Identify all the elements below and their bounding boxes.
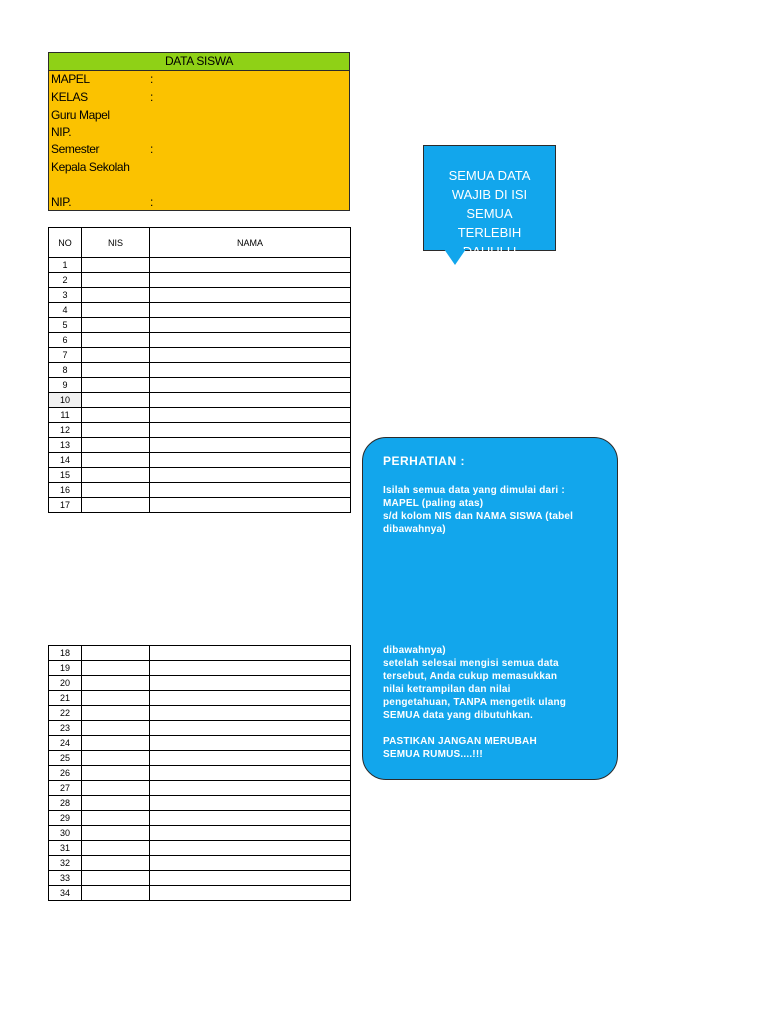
row-number: 5 xyxy=(49,318,82,333)
row-number: 31 xyxy=(49,841,82,856)
table-row xyxy=(49,258,351,273)
nama-cell[interactable] xyxy=(150,363,351,378)
row-number: 26 xyxy=(49,766,82,781)
table-row xyxy=(49,751,351,766)
table-row xyxy=(49,781,351,796)
nis-cell[interactable] xyxy=(82,468,150,483)
row-number: 12 xyxy=(49,423,82,438)
row-number: 1 xyxy=(49,258,82,273)
row-number: 23 xyxy=(49,721,82,736)
nis-cell[interactable] xyxy=(82,483,150,498)
nama-cell[interactable] xyxy=(150,826,351,841)
warning-line: tersebut, Anda cukup memasukkan xyxy=(383,671,558,682)
nis-cell[interactable] xyxy=(82,318,150,333)
nama-cell[interactable] xyxy=(150,393,351,408)
nis-cell[interactable] xyxy=(82,721,150,736)
nis-cell[interactable] xyxy=(82,766,150,781)
header-nama: NAMA xyxy=(150,228,351,258)
nama-cell[interactable] xyxy=(150,303,351,318)
warning-line: PASTIKAN JANGAN MERUBAH xyxy=(383,736,537,747)
warning-line: Isilah semua data yang dimulai dari : xyxy=(383,485,565,496)
warning-line: dibawahnya) xyxy=(383,645,446,656)
info-colon-mapel: : xyxy=(150,72,154,86)
nama-cell[interactable] xyxy=(150,661,351,676)
table-row xyxy=(49,498,351,513)
nama-cell[interactable] xyxy=(150,856,351,871)
nis-cell[interactable] xyxy=(82,841,150,856)
row-number: 25 xyxy=(49,751,82,766)
table-row xyxy=(49,811,351,826)
nama-cell[interactable] xyxy=(150,288,351,303)
row-number: 28 xyxy=(49,796,82,811)
nama-cell[interactable] xyxy=(150,468,351,483)
nis-cell[interactable] xyxy=(82,706,150,721)
row-number: 18 xyxy=(49,646,82,661)
table-row xyxy=(49,736,351,751)
row-number: 15 xyxy=(49,468,82,483)
table-row xyxy=(49,676,351,691)
row-number: 33 xyxy=(49,871,82,886)
row-number: 24 xyxy=(49,736,82,751)
data-siswa-panel xyxy=(48,52,350,211)
table-row xyxy=(49,378,351,393)
nis-cell[interactable] xyxy=(82,646,150,661)
table-row xyxy=(49,408,351,423)
nis-cell[interactable] xyxy=(82,408,150,423)
row-number: 29 xyxy=(49,811,82,826)
table-row xyxy=(49,288,351,303)
nis-cell[interactable] xyxy=(82,378,150,393)
nama-cell[interactable] xyxy=(150,318,351,333)
nama-cell[interactable] xyxy=(150,766,351,781)
data-siswa-title: DATA SISWA xyxy=(49,53,349,71)
nis-cell[interactable] xyxy=(82,691,150,706)
table-row xyxy=(49,483,351,498)
nis-cell[interactable] xyxy=(82,303,150,318)
nama-cell[interactable] xyxy=(150,438,351,453)
nama-cell[interactable] xyxy=(150,258,351,273)
nis-cell[interactable] xyxy=(82,258,150,273)
row-number: 16 xyxy=(49,483,82,498)
info-colon-kelas: : xyxy=(150,90,154,104)
row-number: 3 xyxy=(49,288,82,303)
nama-cell[interactable] xyxy=(150,498,351,513)
table-row xyxy=(49,841,351,856)
info-label-semester: Semester xyxy=(51,142,100,156)
table-row xyxy=(49,363,351,378)
nama-cell[interactable] xyxy=(150,871,351,886)
warning-line: SEMUA RUMUS....!!! xyxy=(383,749,483,760)
nama-cell[interactable] xyxy=(150,408,351,423)
table-row xyxy=(49,706,351,721)
nis-cell[interactable] xyxy=(82,856,150,871)
warning-body xyxy=(383,484,603,536)
nama-cell[interactable] xyxy=(150,453,351,468)
table-row xyxy=(49,348,351,363)
nama-cell[interactable] xyxy=(150,423,351,438)
nama-cell[interactable] xyxy=(150,841,351,856)
nis-cell[interactable] xyxy=(82,453,150,468)
nis-cell[interactable] xyxy=(82,886,150,901)
nama-cell[interactable] xyxy=(150,483,351,498)
nis-cell[interactable] xyxy=(82,871,150,886)
info-label-guru-mapel: Guru Mapel xyxy=(51,108,110,122)
row-number: 6 xyxy=(49,333,82,348)
row-number: 11 xyxy=(49,408,82,423)
row-number: 20 xyxy=(49,676,82,691)
table-header-row xyxy=(49,228,351,258)
warning-line: nilai ketrampilan dan nilai xyxy=(383,684,511,695)
row-number: 22 xyxy=(49,706,82,721)
table-row xyxy=(49,423,351,438)
nis-cell[interactable] xyxy=(82,498,150,513)
table-row xyxy=(49,691,351,706)
warning-line xyxy=(383,722,603,735)
row-number: 32 xyxy=(49,856,82,871)
row-number: 21 xyxy=(49,691,82,706)
nama-cell[interactable] xyxy=(150,273,351,288)
table-row xyxy=(49,661,351,676)
row-number: 13 xyxy=(49,438,82,453)
nis-cell[interactable] xyxy=(82,333,150,348)
table-row xyxy=(49,468,351,483)
nis-cell[interactable] xyxy=(82,811,150,826)
warning-line: dibawahnya) xyxy=(383,524,446,535)
nis-cell[interactable] xyxy=(82,438,150,453)
info-label-nip-kepala: NIP. xyxy=(51,195,72,209)
table-row xyxy=(49,796,351,811)
table-row xyxy=(49,886,351,901)
row-number: 19 xyxy=(49,661,82,676)
warning-line: SEMUA data yang dibutuhkan. xyxy=(383,710,534,721)
nis-cell[interactable] xyxy=(82,393,150,408)
table-row xyxy=(49,766,351,781)
table-row xyxy=(49,453,351,468)
table-row xyxy=(49,333,351,348)
row-number: 9 xyxy=(49,378,82,393)
student-table-bottom xyxy=(48,645,351,901)
nis-cell[interactable] xyxy=(82,826,150,841)
warning-line: setelah selesai mengisi semua data xyxy=(383,658,559,669)
table-row xyxy=(49,856,351,871)
row-number: 10 xyxy=(49,393,82,408)
row-number: 14 xyxy=(49,453,82,468)
nama-cell[interactable] xyxy=(150,751,351,766)
nama-cell[interactable] xyxy=(150,781,351,796)
warning-body-continued xyxy=(383,644,603,761)
info-colon-semester: : xyxy=(150,142,154,156)
row-number: 27 xyxy=(49,781,82,796)
info-label-kelas: KELAS xyxy=(51,90,88,104)
nis-cell[interactable] xyxy=(82,736,150,751)
row-number: 7 xyxy=(49,348,82,363)
info-label-mapel: MAPEL xyxy=(51,72,90,86)
nis-cell[interactable] xyxy=(82,661,150,676)
callout-tail xyxy=(444,249,466,265)
nis-cell[interactable] xyxy=(82,423,150,438)
nis-cell[interactable] xyxy=(82,796,150,811)
table-row xyxy=(49,871,351,886)
nama-cell[interactable] xyxy=(150,691,351,706)
nis-cell[interactable] xyxy=(82,751,150,766)
table-row xyxy=(49,303,351,318)
nis-cell[interactable] xyxy=(82,363,150,378)
nis-cell[interactable] xyxy=(82,676,150,691)
table-row xyxy=(49,318,351,333)
info-label-kepala-sekolah: Kepala Sekolah xyxy=(51,160,130,174)
nama-cell[interactable] xyxy=(150,706,351,721)
warning-line: s/d kolom NIS dan NAMA SISWA (tabel xyxy=(383,511,574,522)
table-row xyxy=(49,826,351,841)
info-label-nip-guru: NIP. xyxy=(51,125,72,139)
row-number: 8 xyxy=(49,363,82,378)
row-number: 2 xyxy=(49,273,82,288)
warning-line: MAPEL (paling atas) xyxy=(383,498,484,509)
row-number: 17 xyxy=(49,498,82,513)
row-number: 34 xyxy=(49,886,82,901)
nis-cell[interactable] xyxy=(82,781,150,796)
callout-text: SEMUA DATA WAJIB DI ISI SEMUA TERLEBIH DAHULU xyxy=(448,168,531,259)
header-no: NO xyxy=(49,228,82,258)
info-colon-nip-kepala: : xyxy=(150,195,154,209)
nama-cell[interactable] xyxy=(150,886,351,901)
callout-note xyxy=(423,145,556,259)
nama-cell[interactable] xyxy=(150,736,351,751)
warning-line: pengetahuan, TANPA mengetik ulang xyxy=(383,697,567,708)
row-number: 30 xyxy=(49,826,82,841)
nama-cell[interactable] xyxy=(150,378,351,393)
table-row xyxy=(49,646,351,661)
nama-cell[interactable] xyxy=(150,348,351,363)
nis-cell[interactable] xyxy=(82,348,150,363)
nama-cell[interactable] xyxy=(150,676,351,691)
nama-cell[interactable] xyxy=(150,721,351,736)
table-row xyxy=(49,273,351,288)
nis-cell[interactable] xyxy=(82,288,150,303)
nama-cell[interactable] xyxy=(150,796,351,811)
table-row xyxy=(49,393,351,408)
nama-cell[interactable] xyxy=(150,333,351,348)
nama-cell[interactable] xyxy=(150,646,351,661)
table-row xyxy=(49,438,351,453)
row-number: 4 xyxy=(49,303,82,318)
header-nis: NIS xyxy=(82,228,150,258)
table-row xyxy=(49,721,351,736)
nama-cell[interactable] xyxy=(150,811,351,826)
warning-title: PERHATIAN : xyxy=(383,454,465,468)
warning-box xyxy=(362,437,618,780)
nis-cell[interactable] xyxy=(82,273,150,288)
student-table-top xyxy=(48,227,351,513)
